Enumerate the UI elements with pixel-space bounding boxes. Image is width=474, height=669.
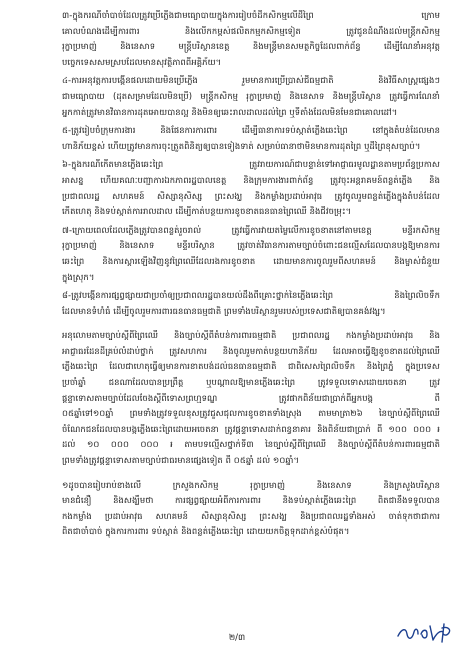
paragraph-item-5: [36, 123, 440, 154]
text-line: ហានិភ័យខ្ពស់ ហើយត្រូវមានការចុះត្រួតពិនិត្យឲ្យបានទៀងទាត់ សម្រាប់ធានាថាមិនមានការដុតព្រៃ ឬដីព្រៃខុសច្បាប់។: [62, 140, 421, 151]
page-number: ២/៣: [228, 632, 246, 642]
initials-signature: [396, 620, 456, 646]
text-line: កើតហេតុ និងទប់ស្កាត់ការរាលដាល ដើម្បីកាត់បន្ថយការខូចខាតធនធានព្រៃឈើ និងជីវចម្រុះ។: [62, 206, 352, 217]
text-line: ៧-ក្រោយពេលដែលភ្លើងត្រូវបានពន្លត់រួចរាល់ ត្រូវធ្វើការវាយតម្លៃលើការខូចខាតនៅតាមខេត្ត មន្ទីរកសិកម្ម: [62, 224, 440, 235]
text-line: ក្នុងស្រុក។: [62, 271, 95, 282]
paragraph-item-4: [36, 73, 440, 120]
text-line: ៥-ត្រូវរៀបចំក្រុមការងារ និងផែនការការពារ ដើម្បីធានាការទប់ស្កាត់ភ្លើងឆេះព្រៃ នៅក្នុងតំបន់ដែលមាន: [62, 125, 440, 136]
text-line: ៣-ក្នុងករណីចាំបាច់ដែលត្រូវប្រើភ្លើងជាមធ្យោបាយក្នុងការរៀបចំដីកសិកម្មលើដីព្រៃ ក្រោម: [62, 10, 440, 20]
text-line: ឆេះព្រៃ និងការស្ដារឡើងវិញនូវព្រៃឈើដែលរងការខូចខាត ដោយមានការចូលរួមពីសហគមន៍ និងម្ចាស់ជំនួយ: [62, 255, 440, 266]
text-line: ៨-ត្រូវបង្កើនការផ្សព្វផ្សាយជាប្រចាំឲ្យប្រជាពលរដ្ឋបានយល់ដឹងពីគ្រោះថ្នាក់នៃភ្លើងឆេះព្រៃ និងព្រៃលិចទឹក: [62, 290, 440, 301]
paragraph-conclusion: [36, 478, 440, 540]
paragraph-legal-basis: [36, 328, 440, 468]
text-line: ៤-ការអនុវត្តការបង្កើនផលដោយមិនប្រើភ្លើង រួមមានការប្រើប្រាស់ជីធម្មជាតិ និងវិធីសាស្ត្រផ្សេងៗ: [62, 75, 440, 86]
text-line: គោលបំណងដើម្បីការពារ និងលើកកម្ពស់ផលិតកម្មកសិកម្មទៀត ត្រូវជូនដំណឹងដល់មន្ត្រីកសិកម្ម: [62, 25, 440, 36]
text-line: ១ដូចបានរៀបរាប់ខាងលើ ក្រសួងកសិកម្ម រុក្ខាប្រមាញ់ និងនេសាទ និងក្រសួងបរិស្ថាន: [62, 479, 440, 490]
paragraph-item-7: [36, 223, 440, 285]
text-line: រុក្ខាប្រមាញ់ និងនេសាទ មន្ទីរបរិស្ថាន ត្រូវចាត់វិធានការតាមច្បាប់ចំពោះជនល្មើសដែលបានបង្កឱ្យមានការ: [62, 240, 440, 251]
text-line: ជាមធ្យោបាយ (ដុតសម្រាមដែលមិនប្រើ) មន្ត្រីកសិកម្ម រុក្ខាប្រមាញ់ និងនេសាទ និងមន្ត្រីបរិស្ថាន ត្រូវធ្វើការណែនាំ: [62, 90, 440, 101]
text-line: ០៥ឆ្នាំទៅ១០ឆ្នាំ ព្រមទាំងត្រូវទទួលខុសត្រូវជួសជុលការខូចខាតទាំងស្រុង តាមមាត្រា២៦ នៃច្បាប់ស្ដីពីព្រៃឈើ: [62, 408, 440, 419]
text-line: ដល់ ១០ ០០០ ០០០ ៛ តាមបទល្មើសថ្នាក់ទី៣ នៃច្បាប់ស្ដីពីព្រៃឈើ និងច្បាប់ស្ដីពីតំបន់ការពារធម្មជាតិ: [62, 439, 440, 450]
text-line: អាជ្ញាធរដែនដីគ្រប់លំដាប់ថ្នាក់ ត្រូវសហការ និងចូលរួមកាត់បន្ថយហានិភ័យ ដែលអាចធ្វើឱ្យខូចខាតដល់ព្រៃឈើ: [62, 345, 440, 356]
text-line: អាសន្ន ហើយគណៈបញ្ជាការឯកភាពរដ្ឋបាលខេត្ត និងក្រុមការងារពាក់ព័ន្ធ ត្រូវចុះអន្តរាគមន៍ពន្លត់ភ្លើង និង: [62, 174, 440, 185]
paragraph-item-3: [36, 8, 440, 70]
text-line: ដែលមានទំហំធំ ដើម្បីចូលរួមការពារធនធានធម្មជាតិ ព្រមទាំងបរិស្ថានរួមរបស់ប្រទេសជាតិឲ្យបានគង់វង្ស។: [62, 305, 386, 316]
text-line: អនុលោមតាមច្បាប់ស្ដីពីព្រៃឈើ និងច្បាប់ស្ដីពីតំបន់ការពារធម្មជាតិ ប្រជាពលរដ្ឋ កងកម្លាំងប្រដាប់អាវុធ និង: [62, 330, 440, 341]
text-line: ប្រចាំឆ្នាំ ជនណាដែលបានប្រព្រឹត្ត ឬបណ្ដាលឱ្យមានភ្លើងឆេះព្រៃ ត្រូវទទួលទោសដោយចេតនា ត្រូវ: [62, 377, 440, 388]
text-line: កងកម្លាំង ប្រដាប់អាវុធ សហគមន៍ សិស្សានុសិស្ស ព្រះសង្ឃ និងប្រជាពលរដ្ឋទាំងអស់ ចាត់ទុកថាជាការ: [62, 510, 440, 521]
text-line: ភ្លើងឆេះព្រៃ ដែលជាហេតុធ្វើឲ្យមានការខាតបង់ដល់ធនធានធម្មជាតិ ជាពិសេសព្រៃលិចទឹក និងព្រៃភ្នំ ក្នុងប្រទេស: [62, 361, 440, 372]
text-line: ចំណែកជនដែលបានបង្កភ្លើងឆេះព្រៃដោយអចេតនា ត្រូវផ្ដន្ទាទោសដាក់ពន្ធនាគារ និងពិន័យជាប្រាក់ ពី ១០០ ០០០ ៛: [62, 423, 440, 434]
text-line: ព្រមទាំងត្រូវផ្ដន្ទាទោសតាមច្បាប់ជាធរមានផ្សេងទៀត ពី ០៥ឆ្នាំ ដល់ ១០ឆ្នាំ។: [62, 455, 300, 466]
text-line: ប្រជាពលរដ្ឋ សហគមន៍ សិស្សានុសិស្ស ព្រះសង្ឃ និងកម្លាំងប្រដាប់អាវុធ ត្រូវចូលរួមពន្លត់ភ្លើងក្នុងតំបន់ដែល: [62, 190, 440, 201]
text-line: ៦-ក្នុងករណីកើតមានភ្លើងឆេះព្រៃ ត្រូវរាយការណ៍ជាបន្ទាន់ទៅអាជ្ញាធរមូលដ្ឋានតាមប្រព័ន្ធប្រកាស: [62, 159, 440, 170]
paragraph-item-8: [36, 288, 440, 319]
text-line: ពិតជាចាំបាច់ ក្នុងការការពារ ទប់ស្កាត់ និងពន្លត់ភ្លើងឆេះព្រៃ ដោយយកចិត្តទុកដាក់ខ្ពស់បំផុត។: [62, 526, 350, 537]
text-line: ផ្ដន្ទាទោសតាមច្បាប់ដែលចែងស្ដីពីទោសព្រហ្មទណ្ឌ ត្រូវផាកពិន័យជាប្រាក់ពីអ្នកបង្ក ពី: [62, 392, 440, 403]
text-line: បច្ចេកទេសសមស្របដែលមានសុវត្ថិភាពពីអគ្គិភ័យ។: [62, 56, 222, 67]
paragraph-item-6: [36, 157, 440, 219]
text-line: អ្នកកាត់ត្រូវមានវិធានការដុតអោយបានល្អ និងមិនឲ្យឆេះរាលដាលដល់ព្រៃ ឬទីតាំងដែលមិនមែនជាគោលដៅ។: [62, 106, 398, 117]
text-line: រុក្ខាប្រមាញ់ និងនេសាទ មន្ត្រីបរិស្ថានខេត្ត និងមន្ត្រីមានសមត្ថកិច្ចដែលពាក់ព័ន្ធ ដើម្បីណែនាំអនុវត្ត: [62, 41, 440, 52]
text-line: មានជំនឿ និងសង្ឃឹមថា ការផ្សព្វផ្សាយអំពីការការពារ និងទប់ស្កាត់ភ្លើងឆេះព្រៃ ពិតជានឹងទទួលបាន: [62, 495, 440, 506]
